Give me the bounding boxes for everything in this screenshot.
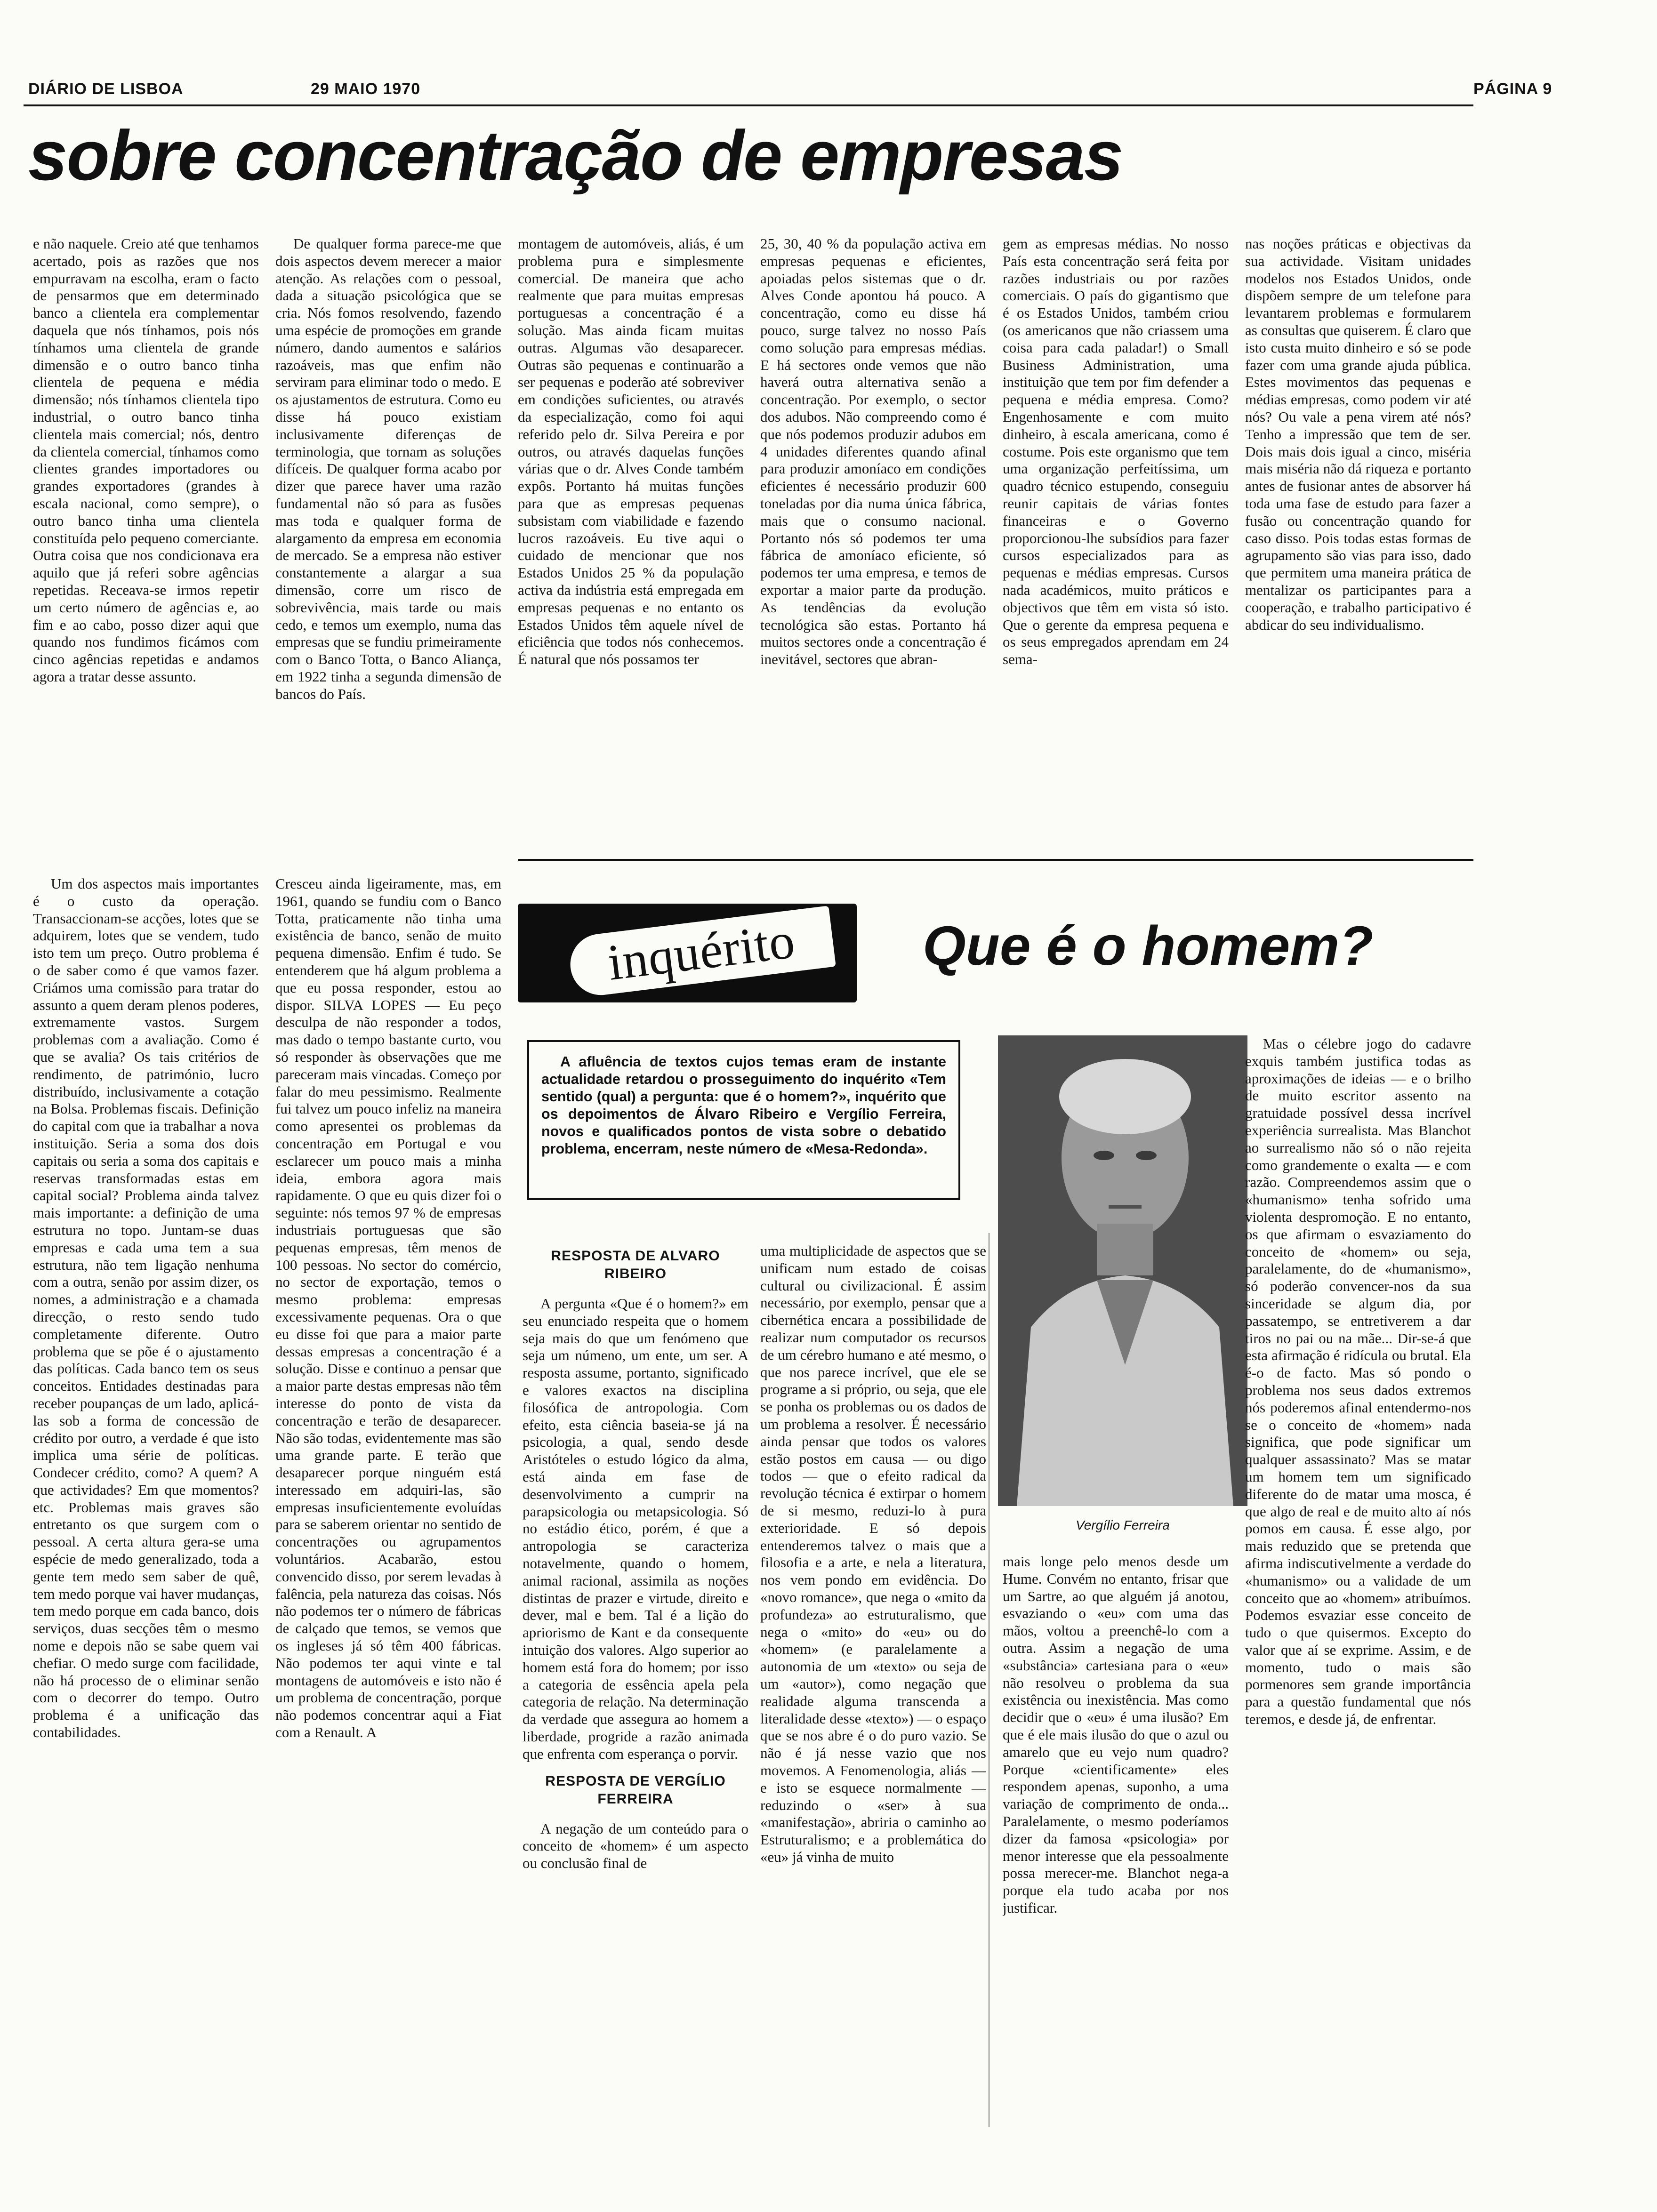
heading-ferreira: RESPOSTA DE VERGÍLIO FERREIRA [545,1773,726,1807]
author-photo [998,1035,1247,1506]
section-rule [518,859,1473,861]
article-column-1-lower: Um dos aspectos mais importantes é o custo da operação. Transaccionam-se acções, lotes que se adquirem, lotes que se vendem, tudo isto tem um preço. Outro problema é o de saber como é que vamos fazer. Criámos uma comissão para tratar do assunto a quem deram plenos poderes, extremamente vastos. Surgem problemas com a avaliação. Como é que se avalia? Os tais critérios de rendimento, de património, lucro distribuído, inclusivamente a cotação na Bolsa. Problemas fiscais. Definição do capital com que ia trabalhar a nova instituição. Seria a soma dos dois capitais ou seria a soma dos capitais e reservas transformadas estas em capital social? Problema ainda talvez mais importante: a definição de uma estrutura no topo. Juntam-se duas empresas e cada uma tem a sua estrutura, não tem ligação nenhuma com a outra, senão por assim dizer, os nomes, a administração e a chamada direcção, o resto sendo tudo completamente diferente. Outro problema que se põe é o ajustamento das políticas. Cada banco tem os seus conceitos. Entidades destinadas para receber poupanças de um lado, aplicá-las sob a forma de concessão de crédito por outro, a verdade é que isto implica uma série de políticas. Condecer crédito, como? A quem? A que actividades? Em que momentos? etc. Problemas mais graves são entretanto os que surgem com o pessoal. A certa altura gera-se uma espécie de medo generalizado, toda a gente tem medo sem saber de quê, tem medo porque vai haver mudanças, tem medo porque em cada banco, dois serviços, duas secções têm o mesmo nome e depois não se sabe quem vai chefiar. O medo surge com facilidade, não há processo de o eliminar senão com o decorrer do tempo. Outro problema é a unificação das contabilidades. [33,875,259,1741]
inquerito-column-2: uma multiplicidade de aspectos que se unificam num estado de coisas cultural ou civilizacional. É assim necessário, por exemplo, pensar que a cibernética encara a possibilidade de realizar num computador os recursos de um cérebro humano e até mesmo, o que nos parece incrível, que ele se programe a si próprio, ou seja, que ele se ponha os problemas ou os dados de um problema a resolver. É necessário ainda pensar que todos os valores estão postos em causa — ou digo todos — que o efeito radical da revolução técnica é extirpar o homem de si mesmo, reduzi-lo à pura exterioridade. E só depois entenderemos talvez o mais que a filosofia e a arte, e nela a literatura, nos vem pondo em evidência. Do «novo romance», que nega o «mito da profundeza» ao estruturalismo, que nega o «mito» do «eu» ou do «homem» (e paralelamente a autonomia de um «texto» ou seja de um «autor»), como negação que realidade alguma transcenda a literalidade desse «texto») — o espaço que se nos abre é o do puro vazio. Se não é já nesse vazio que nos movemos. A Fenomenologia, aliás — e isto se esquece normalmente — reduzindo o «ser» à sua «manifestação», abriria o caminho ao Estruturalismo; e a problemática do «eu» já vinha de muito [760,1242,986,1865]
inquerito-column-3: mais longe pelo menos desde um Hume. Convém no entanto, frisar que um Sartre, ao que alguém já anotou, esvaziando o «eu» com uma das mãos, voltou a preenchê-lo com a outra. Assim a negação de uma «substância» cartesiana para o «eu» não resolveu o problema da sua existência ou inexistência. Mas como decidir que o «eu» é uma ilusão? Em que é ele mais ilusão do que o azul ou amarelo que eu vejo num quadro? Porque «cientificamente» eles respondem apenas, suponho, a uma variação de comprimento de onda... Paralelamente, o mesmo poderíamos dizer da famosa «psicologia» por menor interesse que ela pessoalmente possa merecer-me. Blanchot nega-a porque ela tudo acaba por nos justificar. [1003,1553,1229,1916]
issue-date: 29 MAIO 1970 [311,80,421,98]
article-column-3: montagem de automóveis, aliás, é um problema pura e simplesmente comercial. De maneira que acho realmente que para muitas empresas portuguesas a concentração é a solução. Mas ainda ficam muitas outras. Algumas vão desaparecer. Outras são pequenas e continuarão a ser pequenas e poderão até sobreviver em condições suficientes, ou através da especialização, como foi aqui referido pelo dr. Silva Pereira e por outros, ou através daquelas funções várias que o dr. Alves Conde também expôs. Portanto há muitas funções para que as empresas pequenas subsistam com viabilidade e fazendo lucros razoáveis. Eu tive aqui o cuidado de mencionar que nos Estados Unidos 25 % da população activa da indústria está empregada em empresas pequenas e no entanto os Estados Unidos têm aquele nível de eficiência que todos nós conhecemos. É natural que nós possamos ter [518,235,744,668]
newspaper-name: DIÁRIO DE LISBOA [28,80,184,98]
article-column-2-lower: Cresceu ainda ligeiramente, mas, em 1961, quando se fundiu com o Banco Totta, praticamente não tinha uma existência de banco, senão de muito pequena dimensão. Enfim é tudo. Se entenderem que há algum problema a que eu possa responder, estou ao dispor. SILVA LOPES — Eu peço desculpa de não responder a todos, mas dado o tempo bastante curto, vou só responder às observações que me pareceram mais vincadas. Começo por falar do meu pessimismo. Realmente fui talvez um pouco infeliz na maneira como apresentei os problemas da concentração em Portugal e vou esclarecer um pouco mais a minha ideia, embora agora mais rapidamente. O que eu quis dizer foi o seguinte: nós temos 97 % de empresas industriais portuguesas que são pequenas empresas, têm menos de 100 pessoas. No sector do comércio, no sector de exportação, temos o mesmo problema: empresas excessivamente pequenas. Ora o que eu disse foi que para a maior parte dessas empresas a concentração é a solução. Disse e continuo a pensar que a maior parte destas empresas não têm interesse do ponto de vista da concentração e terão de desaparecer. Não são todas, evidentemente mas são uma grande parte. E terão que desaparecer porque ninguém está interessado em adquiri-las, são empresas insuficientemente evoluídas para se saberem orientar no sentido de concentrações ou agrupamentos voluntários. Acabarão, estou convencido disso, por serem levadas à falência, pela natureza das coisas. Nós não podemos ter o número de fábricas de calçado que temos, se vemos que os ingleses já só têm 400 fábricas. Não podemos ter aqui vinte e tal montagens de automóveis e isto não é um problema de concentração, porque não podemos concentrar aqui a Fiat com a Renault. A [275,875,501,1741]
headline: sobre concentração de empresas [28,116,1123,195]
inquerito-title: Que é o homem? [923,915,1374,977]
article-column-1: e não naquele. Creio até que tenhamos acertado, pois as razões que nos empurravam na escolha, eram o facto de pensarmos que em determinado banco a clientela era complementar daquela que nós tínhamos, pois nós tínhamos uma clientela de grande dimensão e o outro banco tinha clientela de pequena e média dimensão; nós tínhamos clientela tipo industrial, o outro banco tinha clientela mais comercial; nós, dentro da clientela comercial, tínhamos como clientes grandes importadores ou grandes exportadores (grandes à escala nacional, como sempre), o outro banco tinha uma clientela constituída pelo pequeno comerciante. Outra coisa que nos condicionava era aquilo que já referi sobre agências repetidas. Receava-se irmos repetir um certo número de agências e, ao fim e ao cabo, posso dizer aqui que quando nos fundimos ficámos com cinco agências repetidas e andamos agora a tratar desse assunto. [33,235,259,685]
heading-ribeiro: RESPOSTA DE ALVARO RIBEIRO [551,1248,720,1282]
article-column-5: gem as empresas médias. No nosso País esta concentração será feita por razões industriais ou por razões comerciais. O país do gigantismo que é os Estados Unidos, também criou (os americanos que não criassem uma coisa para cada paladar!) o Small Business Administration, uma instituição que tem por fim defender a pequena e média empresa. Como? Engenhosamente e com muito dinheiro, à escala americana, como é costume. Pois este organismo que tem uma organização perfeitíssima, um quadro técnico estupendo, conseguiu reunir capitais de várias fontes financeiras e o Governo proporcionou-lhe subsídios para fazer cursos especializados para as pequenas e médias empresas. Cursos nada académicos, muito práticos e objectivos que têm em vista só isto. Que o gerente da empresa pequena e os seus empregados aprendam em 24 sema- [1003,235,1229,668]
photo-caption: Vergílio Ferreira [1076,1518,1170,1532]
portrait-image [998,1035,1247,1506]
inquerito-column-4: Mas o célebre jogo do cadavre exquis também justifica todas as aproximações de ideias — e o brilho de muito escritor assento na gratuidade possível dessa incrível experiência surrealista. Mas Blanchot ao surrealismo não só o não rejeita como grandemente o exalta — e com razão. Compreendemos assim que o «humanismo» tenha sofrido uma violenta despromoção. E no entanto, os que afirmam o esvaziamento do conceito de «homem» ou seja, paralelamente, do de «humanismo», só poderão convencer-nos da sua sinceridade se algum dia, por passatempo, se entretiverem a dar tiros no pai ou na mãe... Dir-se-á que esta afirmação é ridícula ou brutal. Ela é-o de facto. Mas só pondo o problema nos seus dados extremos nós poderemos afinal entendermo-nos se o conceito de «homem» nada significa, que pode significar um qualquer assassinato? Mas se matar um homem tem um significado diferente do de matar uma mosca, é que algo de real e de muito alto aí nós pomos em causa. É esse algo, por mais reduzido que se pretenda que afirma indiscutivelmente a verdade do «humanismo» ou a validade de um conceito que ao «homem» atribuímos. Podemos esvaziar esse conceito de tudo o que quisermos. Excepto do valor que aí se exprime. Assim, e de momento, tudo o mais são pormenores sem grande importância para a questão fundamental que nós teremos, e desde já, de enfrentar. [1245,1035,1471,1728]
article-column-4: 25, 30, 40 % da população activa em empresas pequenas e eficientes, apoiadas pelos sistemas que o dr. Alves Conde apontou há pouco. A concentração, como eu disse há pouco, surge talvez no nosso País como solução para empresas médias. E há sectores onde vemos que não haverá outra alternativa senão a concentração. Por exemplo, o sector dos adubos. Não compreendo como é que nós podemos produzir adubos em 4 unidades diferentes quando afinal para produzir amoníaco em condições eficientes é necessário produzir 600 toneladas por dia numa única fábrica, mais que o consumo nacional. Portanto nós só podemos ter uma fábrica de amoníaco eficiente, só podemos ter uma empresa, e temos de exportar a maior parte da produção. As tendências da evolução tecnológica são estas. Portanto há muitos sectores onde a concentração é inevitável, sectores que abran- [760,235,986,668]
inquerito-badge [518,904,857,1002]
inquerito-column-1: RESPOSTA DE ALVARO RIBEIRO A pergunta «Que é o homem?» em seu enunciado respeita que o homem seja mais do que um fenómeno que seja um númeno, um ente, um ser. A resposta assume, portanto, significado e valores exactos na disciplina filosófica de antropologia. Com efeito, esta ciência baseia-se já na psicologia, a qual, sendo desde Aristóteles o estudo lógico da alma, está ainda em fase de desenvolvimento a cumprir na parapsicologia ou metapsicologia. Só no estádio ético, porém, é que a antropologia se caracteriza notavelmente, quando o homem, animal racional, assimila as noções distintas de prazer e virtude, direito e dever, mal e bem. Tal é a lição do apriorismo de Kant e da consequente intuição dos valores. Algo superior ao homem está fora do homem; por isso a categoria de essência apela pela categoria de relação. Na determinação da verdade que assegura ao homem a liberdade, progride a razão animada que enfrenta com esperança o porvir. RESPOSTA DE VERGÍLIO FERREIRA A negação de um conteúdo para o conceito de «homem» é um aspecto ou conclusão final de [523,1248,748,1872]
article-column-6: nas noções práticas e objectivas da sua actividade. Visitam unidades modelos nos Estados Unidos, onde dispõem sempre de um telefone para levantarem problemas e formularem as consultas que quiserem. É claro que isto custa muito dinheiro e só se pode fazer com uma grande ajuda pública. Estes movimentos das pequenas e médias empresas, como podem vir até nós? Ou vale a pena virem até nós? Tenho a impressão que tem de ser. Dois mais dois igual a cinco, miséria mais miséria não dá riqueza e portanto antes de fusionar antes de absorver há toda uma fase de estudo para fazer a fusão ou concentração quando for caso disso. Pois todas estas formas de agrupamento são vias para isso, dado que permitem uma maneira prática de mentalizar os participantes para a cooperação, e trabalho participativo é abdicar do seu individualismo. [1245,235,1471,633]
inquerito-intro: A afluência de textos cujos temas eram de instante actualidade retardou o prosseguimento do inquérito «Tem sentido (qual) a pergunta: que é o homem?», inquérito que os depoimentos de Álvaro Ribeiro e Vergílio Ferreira, novos e qualificados pontos de vista sobre o debatido problema, encerram, neste número de «Mesa-Redonda». [527,1040,960,1200]
page-number: PÁGINA 9 [1473,80,1552,98]
header-rule [24,104,1473,106]
article-column-2: De qualquer forma parece-me que dois aspectos devem merecer a maior atenção. As relações com o pessoal, dada a situação psicológica que se cria. Nós fomos resolvendo, fazendo uma espécie de promoções em grande número, dando aumentos e salários razoáveis, mas que enfim não serviram para eliminar todo o medo. E os ajustamentos de estrutura. Como eu disse há pouco existiam inclusivamente diferenças de terminologia, que tornam as soluções difíceis. De qualquer forma acabo por dizer que parece haver uma razão fundamental não só para as fusões mas toda e qualquer forma de alargamento da empresa em economia de mercado. Se a empresa não estiver constantemente a alargar a sua dimensão, corre um risco de sobrevivência, mais tarde ou mais cedo, e temos um exemplo, numa das empresas que se fundiu primeiramente com o Banco Totta, o Banco Aliança, em 1922 tinha a segunda dimensão de bancos do País. [275,235,501,702]
inquerito-label: inquérito [567,906,836,998]
